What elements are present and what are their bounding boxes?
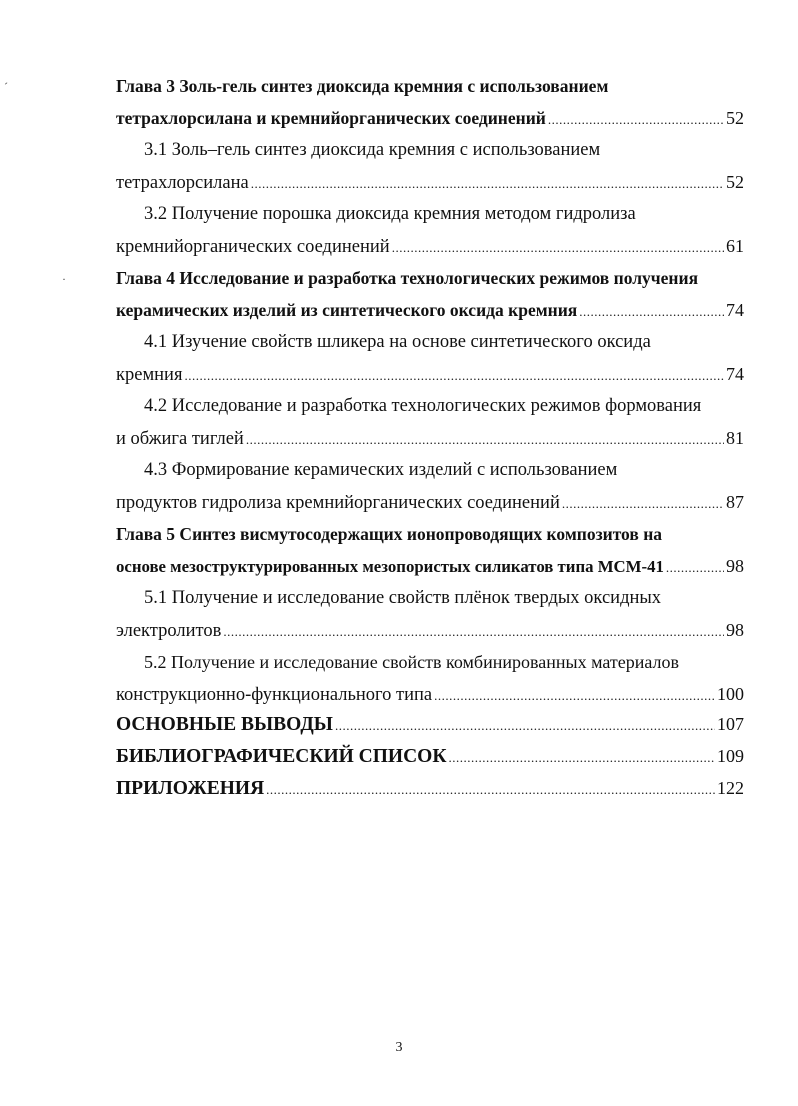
toc-page-number: 61: [726, 236, 744, 256]
toc-section-4-2-line1[interactable]: [144, 394, 744, 418]
leader-dots: [184, 364, 724, 388]
toc-page-number: 52: [726, 172, 744, 192]
leader-dots: [579, 300, 724, 324]
toc-appendices[interactable]: [116, 776, 744, 802]
toc-section-3-1-line1[interactable]: [144, 138, 744, 162]
leader-dots: [223, 620, 724, 644]
leader-dots: [562, 492, 724, 516]
toc-entry-text: тетрахлорсилана: [116, 173, 249, 193]
toc-page-number: 52: [726, 108, 744, 128]
toc-page-number: 81: [726, 428, 744, 448]
toc-entry-text: электролитов: [116, 621, 222, 641]
scan-mark: ·: [62, 272, 66, 286]
leader-dots: [548, 108, 724, 132]
leader-dots: [335, 714, 715, 738]
leader-dots: [392, 236, 724, 260]
toc-entry-text: ОСНОВНЫЕ ВЫВОДЫ: [116, 714, 333, 735]
toc-entry-text: 5.2 Получение и исследование свойств комбинированных материалов: [144, 652, 679, 672]
toc-section-5-2-line1[interactable]: [144, 650, 744, 674]
toc-entry-text: и обжига тиглей: [116, 429, 244, 449]
toc-page-number: 107: [717, 714, 744, 734]
toc-chapter-4-line1[interactable]: [116, 266, 744, 290]
toc-entry-text: 5.1 Получение и исследование свойств плёнок твердых оксидных: [144, 588, 662, 608]
toc-section-5-2-line2[interactable]: [116, 682, 744, 708]
toc-chapter-3-line1[interactable]: [116, 74, 744, 98]
toc-section-3-2-line2[interactable]: [116, 234, 744, 260]
toc-entry-text: 4.3 Формирование керамических изделий с использованием: [144, 460, 618, 480]
toc-chapter-5-line1[interactable]: [116, 522, 744, 546]
toc-section-3-1-line2[interactable]: [116, 170, 744, 196]
toc-entry-text: Глава 3 Золь-гель синтез диоксида кремния с использованием: [116, 76, 609, 96]
toc-conclusions[interactable]: [116, 712, 744, 738]
toc-entry-text: Глава 4 Исследование и разработка технологических режимов получения: [116, 268, 699, 288]
toc-chapter-5-line2[interactable]: [116, 554, 744, 580]
toc-section-4-1-line1[interactable]: [144, 330, 744, 354]
toc-page-number: 98: [726, 620, 744, 640]
toc-bibliography[interactable]: [116, 744, 744, 770]
toc-entry-text: продуктов гидролиза кремнийорганических соединений: [116, 493, 560, 513]
toc-entry-text: тетрахлорсилана и кремнийорганических соединений: [116, 108, 546, 128]
toc-entry-text: БИБЛИОГРАФИЧЕСКИЙ СПИСОК: [116, 746, 447, 767]
toc-section-4-1-line2[interactable]: [116, 362, 744, 388]
toc-entry-text: основе мезоструктурированных мезопористых силикатов типа МСМ-41: [116, 557, 664, 576]
toc-section-4-3-line2[interactable]: [116, 490, 744, 516]
leader-dots: [266, 778, 715, 802]
toc-entry-text: 4.2 Исследование и разработка технологических режимов формования: [144, 396, 702, 416]
toc-entry-text: кремнийорганических соединений: [116, 237, 390, 257]
toc-page-number: 109: [717, 746, 744, 766]
leader-dots: [434, 684, 715, 708]
toc-chapter-4-line2[interactable]: [116, 298, 744, 324]
leader-dots: [246, 428, 724, 452]
scan-mark: ´: [4, 80, 8, 94]
toc-page-number: 122: [717, 778, 744, 798]
page-number: 3: [395, 1040, 403, 1055]
toc-entry-text: 4.1 Изучение свойств шликера на основе синтетического оксида: [144, 332, 651, 352]
toc-entry-text: Глава 5 Синтез висмутосодержащих ионопроводящих композитов на: [116, 524, 663, 544]
toc-section-5-1-line2[interactable]: [116, 618, 744, 644]
leader-dots: [251, 172, 724, 196]
toc-entry-text: керамических изделий из синтетического оксида кремния: [116, 300, 578, 320]
toc-page-number: 74: [726, 300, 744, 320]
toc-page-number: 87: [726, 492, 744, 512]
leader-dots: [666, 556, 724, 580]
toc-chapter-3-line2[interactable]: [116, 106, 744, 132]
toc-section-4-2-line2[interactable]: [116, 426, 744, 452]
toc-entry-text: конструкционно-функционального типа: [116, 685, 433, 705]
toc-page-number: 98: [726, 556, 744, 576]
toc-entry-text: кремния: [116, 365, 183, 385]
leader-dots: [448, 746, 715, 770]
toc-entry-text: ПРИЛОЖЕНИЯ: [116, 778, 265, 799]
toc-entry-text: 3.2 Получение порошка диоксида кремния методом гидролиза: [144, 204, 636, 224]
toc-section-3-2-line1[interactable]: [144, 202, 744, 226]
toc-page-number: 100: [717, 684, 744, 704]
toc-section-4-3-line1[interactable]: [144, 458, 744, 482]
toc-entry-text: 3.1 Золь–гель синтез диоксида кремния с использованием: [144, 140, 601, 160]
toc-page-number: 74: [726, 364, 744, 384]
toc-section-5-1-line1[interactable]: [144, 586, 744, 610]
